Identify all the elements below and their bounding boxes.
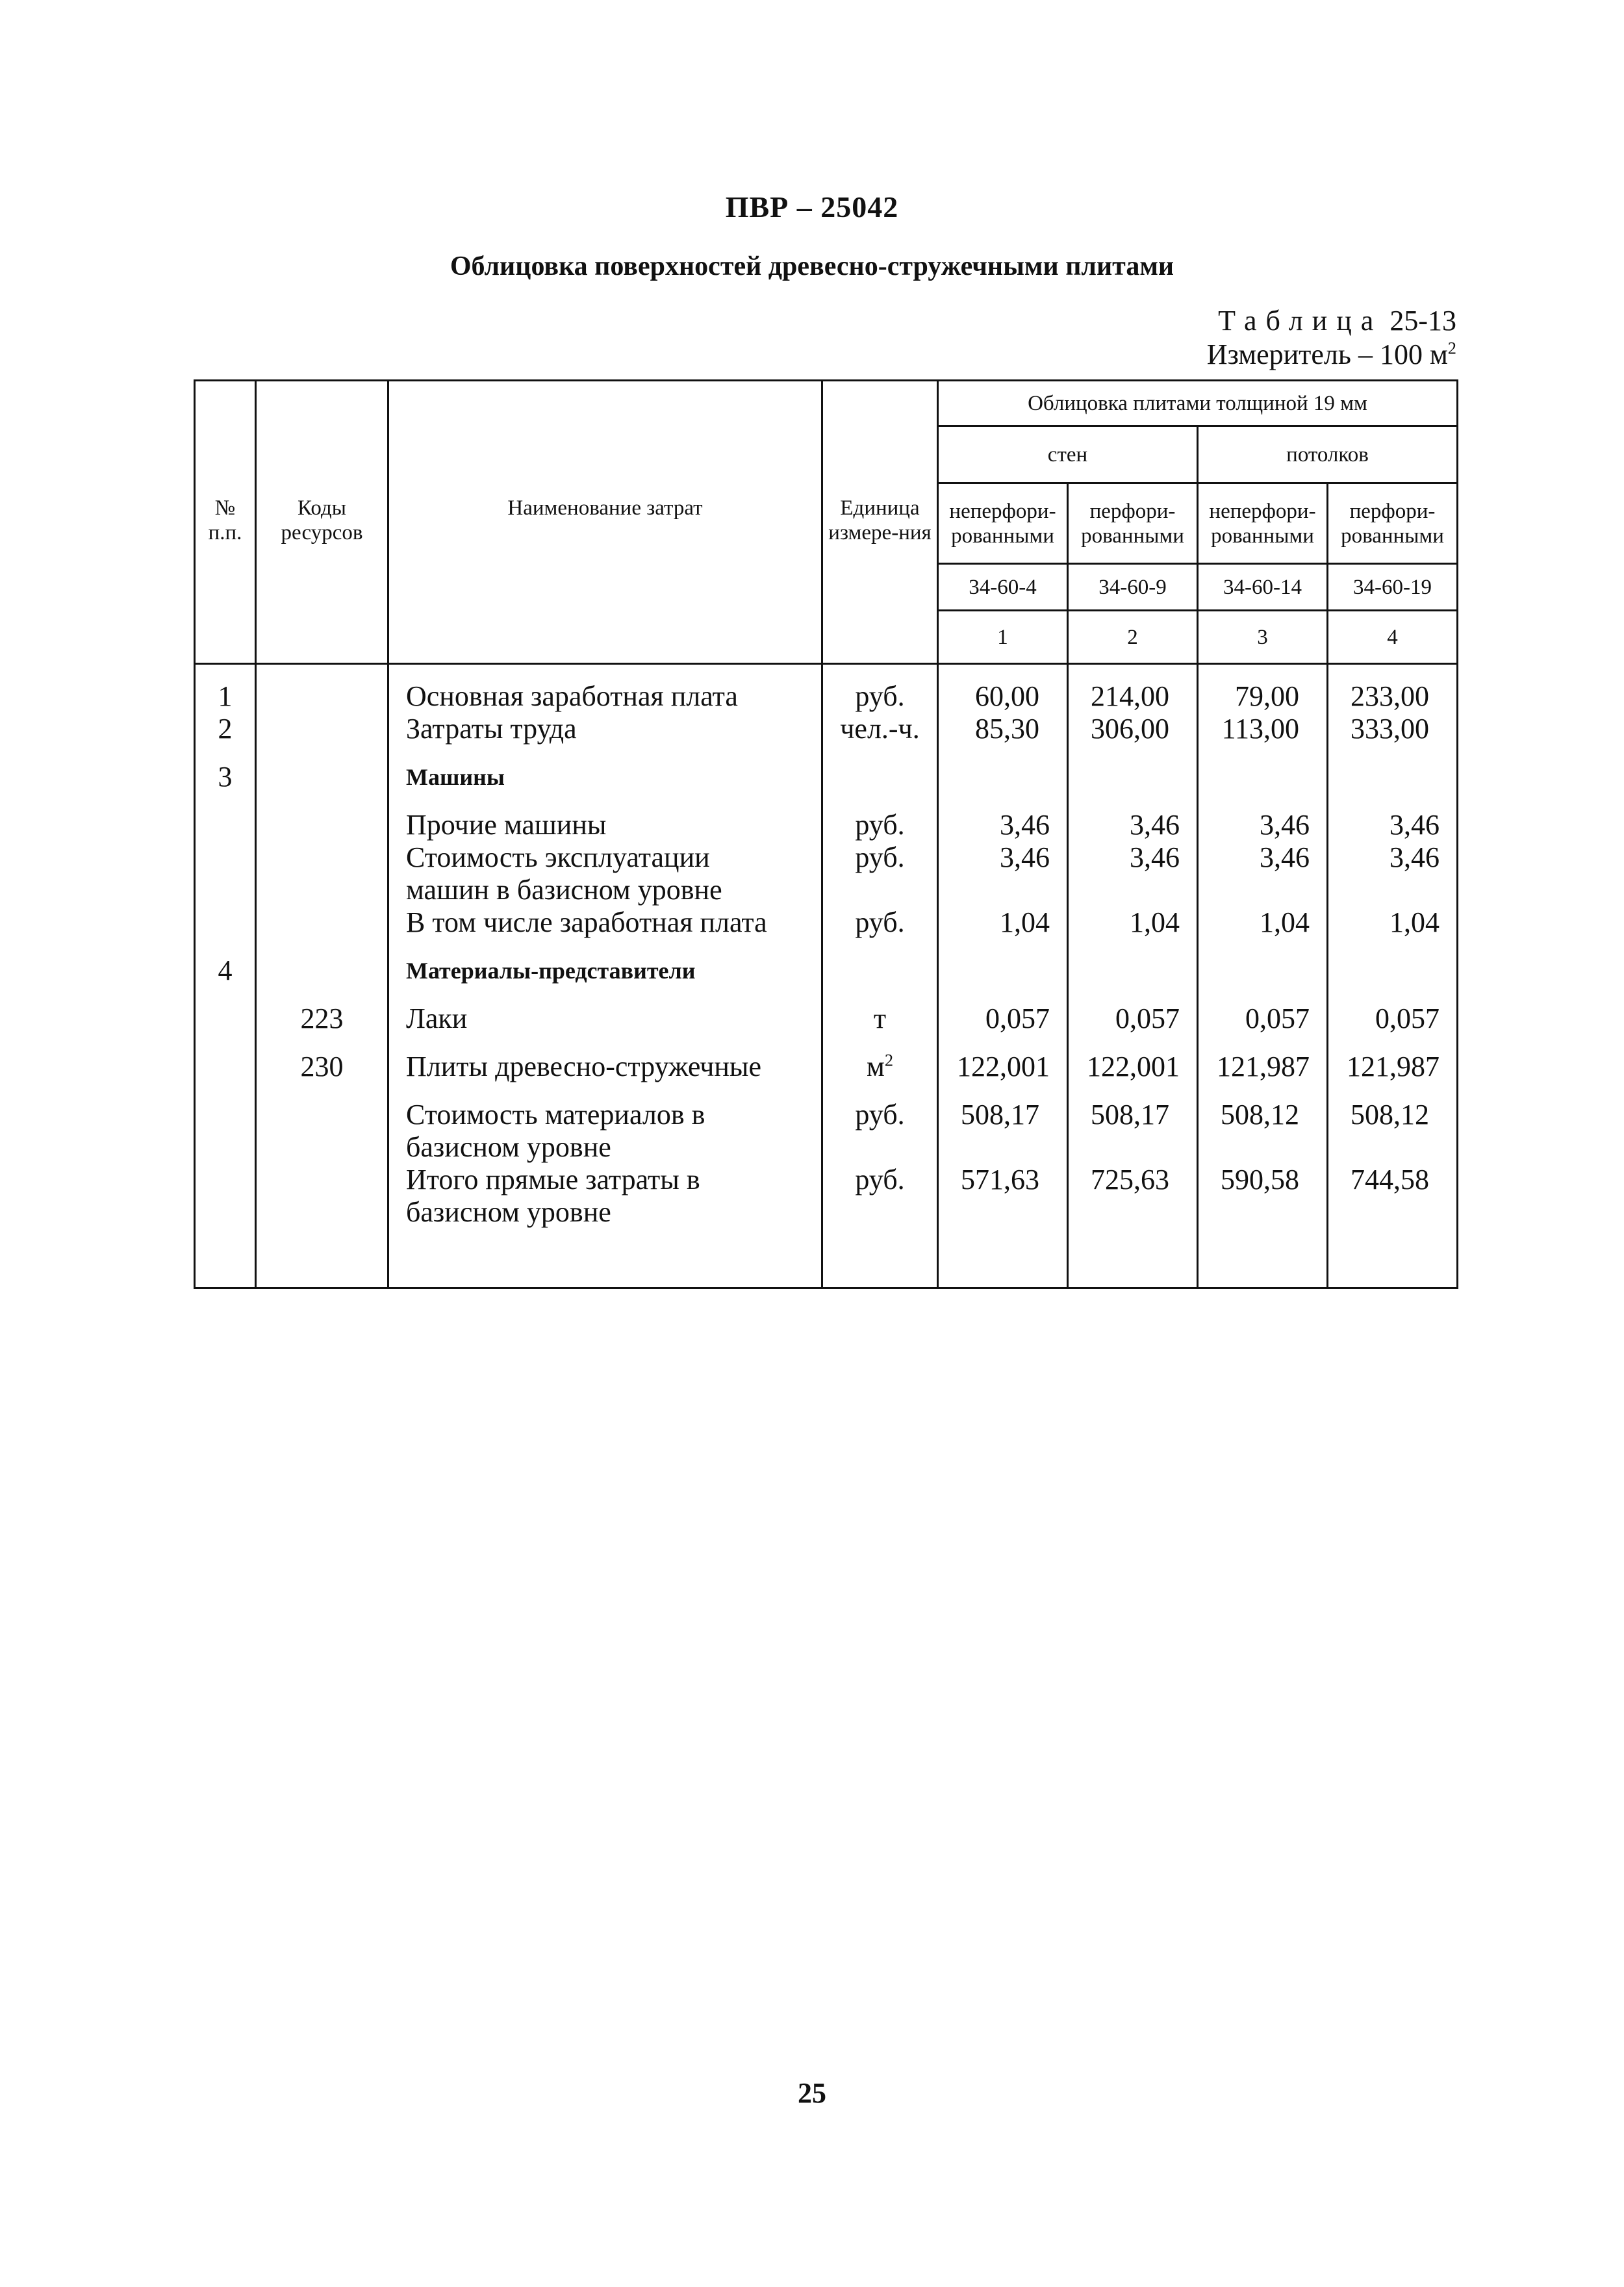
- table-row: [195, 987, 1458, 1035]
- header-index: 4: [1328, 611, 1458, 664]
- table-row: [195, 713, 1458, 745]
- row-num: 4: [195, 939, 256, 987]
- row-value: 85,30: [938, 713, 1068, 745]
- row-value: 1,04: [1198, 906, 1328, 939]
- row-value: 233,00: [1328, 664, 1458, 713]
- header-index: 2: [1068, 611, 1198, 664]
- row-num: [195, 906, 256, 939]
- row-unit: руб.: [822, 906, 938, 939]
- section-title: Материалы-представители: [388, 939, 822, 987]
- row-value: 3,46: [938, 841, 1068, 906]
- row-name: Плиты древесно-стружечные: [388, 1035, 822, 1083]
- row-value: [1068, 939, 1198, 987]
- row-name: Лаки: [388, 987, 822, 1035]
- table-row: [195, 1035, 1458, 1083]
- row-value: 0,057: [1198, 987, 1328, 1035]
- unit-text: м: [866, 1051, 885, 1082]
- header-index: 1: [938, 611, 1068, 664]
- row-value: [938, 745, 1068, 793]
- row-value: 122,001: [938, 1035, 1068, 1083]
- row-unit: руб.: [822, 841, 938, 906]
- row-code: [256, 841, 388, 906]
- row-name: Затраты труда: [388, 713, 822, 745]
- table-word: Таблица: [1218, 305, 1383, 337]
- unit-superscript: 2: [884, 1050, 894, 1070]
- row-name-line: Стоимость материалов в: [406, 1099, 705, 1131]
- row-value: 508,12: [1328, 1083, 1458, 1164]
- row-value: 121,987: [1328, 1035, 1458, 1083]
- header-code: Коды ресурсов: [256, 381, 388, 664]
- row-name: [388, 1164, 822, 1288]
- row-value: [938, 939, 1068, 987]
- header-index: 3: [1198, 611, 1328, 664]
- row-value: 122,001: [1068, 1035, 1198, 1083]
- section-title: Машины: [388, 745, 822, 793]
- header-ceilings: потолков: [1198, 426, 1458, 483]
- row-unit: [822, 745, 938, 793]
- row-code: [256, 1083, 388, 1164]
- row-value: 214,00: [1068, 664, 1198, 713]
- header-unit: Единица измере-ния: [822, 381, 938, 664]
- row-unit: руб.: [822, 664, 938, 713]
- row-code: [256, 713, 388, 745]
- row-unit: т: [822, 987, 938, 1035]
- row-num: [195, 841, 256, 906]
- header-walls: стен: [938, 426, 1198, 483]
- row-value: 1,04: [938, 906, 1068, 939]
- row-value: 0,057: [938, 987, 1068, 1035]
- table-row: [195, 664, 1458, 713]
- table-row: [195, 1083, 1458, 1164]
- row-value: 0,057: [1328, 987, 1458, 1035]
- row-num: 2: [195, 713, 256, 745]
- header-norm-code: 34-60-14: [1198, 564, 1328, 611]
- table-row: [195, 906, 1458, 939]
- row-unit: руб.: [822, 793, 938, 841]
- row-value: 3,46: [1328, 793, 1458, 841]
- header-num: № п.п.: [195, 381, 256, 664]
- row-num: [195, 987, 256, 1035]
- header-kind: неперфори-рованными: [1198, 483, 1328, 564]
- measure-superscript: 2: [1447, 338, 1456, 358]
- header-kind: неперфори-рованными: [938, 483, 1068, 564]
- row-value: [1198, 939, 1328, 987]
- row-code: [256, 939, 388, 987]
- row-value: 508,17: [1068, 1083, 1198, 1164]
- row-value: 79,00: [1198, 664, 1328, 713]
- row-name: В том числе заработная плата: [388, 906, 822, 939]
- row-value: 3,46: [938, 793, 1068, 841]
- row-code: 223: [256, 987, 388, 1035]
- table-row: [195, 841, 1458, 906]
- row-value: [1328, 939, 1458, 987]
- row-name-line: базисном уровне: [406, 1131, 611, 1163]
- row-num: 3: [195, 745, 256, 793]
- row-unit: чел.-ч.: [822, 713, 938, 745]
- row-name: Прочие машины: [388, 793, 822, 841]
- row-value: 0,057: [1068, 987, 1198, 1035]
- section-row: [195, 745, 1458, 793]
- header-norm-code: 34-60-19: [1328, 564, 1458, 611]
- header-kind: перфори-рованными: [1068, 483, 1198, 564]
- row-name-line: базисном уровне: [406, 1196, 611, 1228]
- row-code: [256, 906, 388, 939]
- row-num: [195, 1083, 256, 1164]
- section-row: [195, 939, 1458, 987]
- header-norm-code: 34-60-9: [1068, 564, 1198, 611]
- table-label: [1218, 304, 1456, 337]
- header-group: Облицовка плитами толщиной 19 мм: [938, 381, 1458, 426]
- row-code: 230: [256, 1035, 388, 1083]
- row-value: 333,00: [1328, 713, 1458, 745]
- row-unit: [822, 1035, 938, 1083]
- row-value: [1068, 745, 1198, 793]
- document-title: Облицовка поверхностей древесно-стружечными плитами: [450, 251, 1174, 281]
- measure-unit: [1207, 338, 1456, 371]
- row-code: [256, 664, 388, 713]
- row-value: 121,987: [1198, 1035, 1328, 1083]
- row-code: [256, 793, 388, 841]
- header-name: Наименование затрат: [388, 381, 822, 664]
- page-number: 25: [798, 2077, 826, 2109]
- row-name-line: машин в базисном уровне: [406, 874, 722, 906]
- row-num: [195, 793, 256, 841]
- row-name: [388, 841, 822, 906]
- row-value: 60,00: [938, 664, 1068, 713]
- row-name: [388, 1083, 822, 1164]
- row-name: Основная заработная плата: [388, 664, 822, 713]
- row-value: [1198, 745, 1328, 793]
- row-value: 508,17: [938, 1083, 1068, 1164]
- table-row: [195, 793, 1458, 841]
- row-unit: руб.: [822, 1083, 938, 1164]
- row-value: 113,00: [1198, 713, 1328, 745]
- row-value: 3,46: [1198, 841, 1328, 906]
- row-value: 3,46: [1068, 841, 1198, 906]
- header-norm-code: 34-60-4: [938, 564, 1068, 611]
- row-code: [256, 1164, 388, 1288]
- document-code: ПВР – 25042: [725, 190, 899, 224]
- row-value: 3,46: [1328, 841, 1458, 906]
- row-name-line: Итого прямые затраты в: [406, 1164, 700, 1195]
- row-num: [195, 1035, 256, 1083]
- cost-table: [194, 379, 1458, 1289]
- row-unit: руб.: [822, 1164, 938, 1288]
- row-code: [256, 745, 388, 793]
- row-value: 3,46: [1068, 793, 1198, 841]
- row-value: [1328, 745, 1458, 793]
- row-value: 590,58: [1198, 1164, 1328, 1288]
- row-num: 1: [195, 664, 256, 713]
- row-num: [195, 1164, 256, 1288]
- row-value: 508,12: [1198, 1083, 1328, 1164]
- row-value: 725,63: [1068, 1164, 1198, 1288]
- row-name-line: Стоимость эксплуатации: [406, 841, 710, 873]
- row-value: 3,46: [1198, 793, 1328, 841]
- header-kind: перфори-рованными: [1328, 483, 1458, 564]
- measure-text: Измеритель – 100 м: [1206, 339, 1448, 370]
- row-value: 744,58: [1328, 1164, 1458, 1288]
- row-unit: [822, 939, 938, 987]
- table-row: [195, 1164, 1458, 1288]
- row-value: 571,63: [938, 1164, 1068, 1288]
- row-value: 1,04: [1328, 906, 1458, 939]
- row-value: 1,04: [1068, 906, 1198, 939]
- row-value: 306,00: [1068, 713, 1198, 745]
- table-number: 25-13: [1389, 305, 1456, 337]
